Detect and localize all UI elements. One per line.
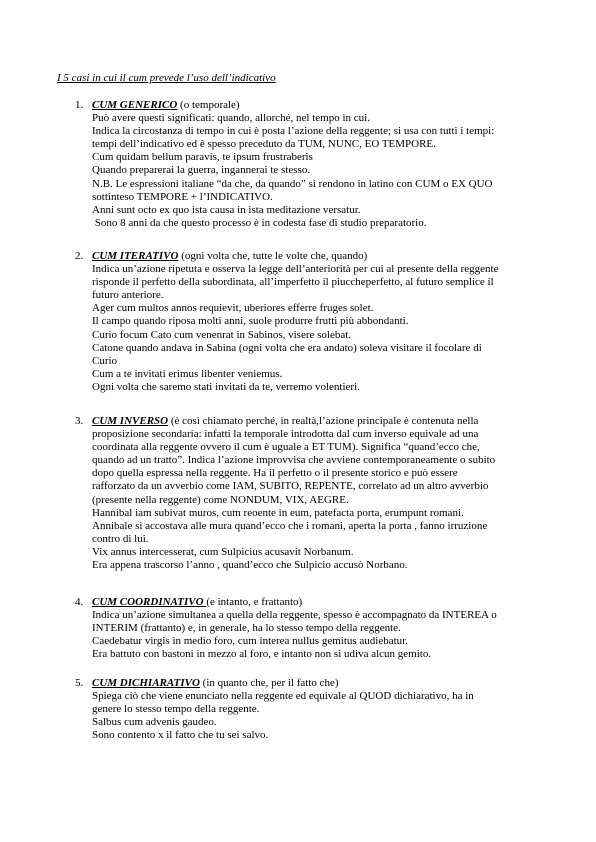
section-line: Caedebatur virgis in medio foro, cum interea nullus gemitus audiebatur.	[92, 635, 408, 648]
section-number: 2.	[75, 250, 84, 262]
section-title: CUM GENERICO	[92, 99, 178, 111]
section-body	[92, 250, 555, 394]
section-cum-coordinativo	[75, 596, 555, 661]
section-title: CUM ITERATIVO	[92, 250, 179, 262]
section-line: Cum a te invitati erimus libenter veniemus.	[92, 367, 283, 380]
section-line: Curio	[92, 354, 118, 367]
section-line: Salbus cum advenis gaudeo.	[92, 716, 217, 729]
section-subtitle: (in quanto che, per il fatto che)	[199, 677, 339, 689]
section-line: Era appena trascorso l’anno , quand’ecco che Sulpicio accusò Norbano.	[92, 559, 408, 572]
section-line: Ogni volta che saremo stati invitati da te, verremo volentieri.	[92, 380, 360, 393]
section-line: Hannibal iam subivat muros, cum reoente in eum, patefacta porta, erumpunt romani.	[92, 506, 464, 519]
section-line: sottinteso TEMPORE + l’INDICATIVO.	[92, 190, 273, 203]
section-title: CUM COORDINATIVO	[92, 596, 207, 608]
section-line: Indica un’azione simultanea a quella della reggente, spesso è accompagnato da INTEREA o	[92, 609, 497, 622]
section-line: (presente nella reggente) come NONDUM, VIX, AEGRE.	[92, 493, 349, 506]
section-subtitle: (e intanto, e frattanto)	[206, 596, 303, 608]
section-number: 3.	[75, 415, 84, 427]
section-number: 1.	[75, 99, 84, 111]
section-heading	[92, 415, 555, 428]
section-line: Annibale si accostava alle mura quand’ecco che i romani, aperta la porta , fanno irruzione	[92, 519, 488, 532]
section-cum-iterativo	[75, 250, 555, 394]
section-line: Ager cum multos annos requievit, uberiores efferre fruges solet.	[92, 302, 374, 315]
section-line: Indica un’azione ripetuta e osserva la legge dell’anteriorità per cui al presente della reggente	[92, 263, 499, 276]
section-heading	[92, 596, 555, 609]
section-line: INTERIM (frattanto) e, in generale, ha lo stesso tempo della reggente.	[92, 622, 401, 635]
section-line: genere lo stesso tempo della reggente.	[92, 703, 260, 716]
section-subtitle: (o temporale)	[177, 99, 240, 111]
section-line: Sono contento x il fatto che tu sei salvo.	[92, 729, 269, 742]
section-cum-generico	[75, 99, 555, 230]
section-line: futuro anteriore.	[92, 289, 164, 302]
section-line: proposizione secondaria: infatti la temporale introdotta dal cum inverso equivale ad una	[92, 428, 479, 441]
section-cum-inverso	[75, 415, 555, 572]
section-line: Il campo quando riposa molti anni, suole produrre frutti più abbondanti.	[92, 315, 409, 328]
section-line: Curio focum Cato cum venenrat in Sabinos, visere solebat.	[92, 328, 352, 341]
section-heading	[92, 250, 555, 263]
section-line: Cum quidam bellum paravis, te ipsum frustraberis	[92, 151, 313, 164]
section-body	[92, 677, 555, 742]
section-title: CUM INVERSO	[92, 415, 169, 427]
section-cum-dichiarativo	[75, 677, 555, 742]
section-line: Anni sunt octo ex quo ista causa in ista meditazione versatur.	[92, 203, 361, 216]
document-title: I 5 casi in cui il cum prevede l’uso dell’indicativo	[57, 72, 276, 84]
section-line: coordinata alla reggente ovvero il cum è uguale a ET TUM). Significa “quand’ecco che,	[92, 441, 480, 454]
section-line: N.B. Le espressioni italiane “da che, da quando” si rendono in latino con CUM o EX QUO	[92, 177, 493, 190]
section-line: Era battuto con bastoni in mezzo al foro, e intanto non si udiva alcun gemito.	[92, 648, 432, 661]
section-line: Catone quando andava in Sabina (ogni volta che era andato) soleva visitare il focolare di	[92, 341, 482, 354]
section-line: Quando preparerai la guerra, ingannerai te stesso.	[92, 164, 311, 177]
section-heading	[92, 99, 555, 112]
section-line: contro di lui.	[92, 532, 149, 545]
section-line: Vix annus intercesserat, cum Sulpicius acusavit Norbanum.	[92, 545, 354, 558]
section-heading	[92, 677, 555, 690]
section-line: quando ad un tratto”. Indica l’azione improvvisa che avviene contemporaneamente o subito	[92, 454, 496, 467]
section-line: tempi dell’indicativo ed è spesso preceduto da TUM, NUNC, EO TEMPORE.	[92, 138, 436, 151]
section-line: dopo quella espressa nella reggente. Ha il perfetto o il presente storico e può essere	[92, 467, 458, 480]
section-subtitle: (è così chiamato perché, in realtà,l’azione principale è contenuta nella	[168, 415, 479, 427]
section-number: 4.	[75, 596, 84, 608]
section-subtitle: (ogni volta che, tutte le volte che, quando)	[178, 250, 368, 262]
section-body	[92, 596, 555, 661]
section-line: risponde il perfetto della subordinata, all’imperfetto il piuccheperfetto, al futuro semplice il	[92, 276, 494, 289]
section-number: 5.	[75, 677, 84, 689]
section-title: CUM DICHIARATIVO	[92, 677, 200, 689]
section-line: Spiega ciò che viene enunciato nella reggente ed equivale al QUOD dichiarativo, ha in	[92, 690, 474, 703]
section-line: Indica la circostanza di tempo in cui è posta l’azione della reggente; si usa con tutti i tempi:	[92, 125, 495, 138]
section-line: Può avere questi significati: quando, allorché, nel tempo in cui.	[92, 112, 370, 125]
section-body	[92, 99, 555, 230]
section-body	[92, 415, 555, 572]
section-line: Sono 8 anni da che questo processo è in codesta fase di studio preparatorio.	[92, 216, 427, 229]
section-line: rafforzato da un avverbio come IAM, SUBITO, REPENTE, correlato ad un altro avverbio	[92, 480, 489, 493]
